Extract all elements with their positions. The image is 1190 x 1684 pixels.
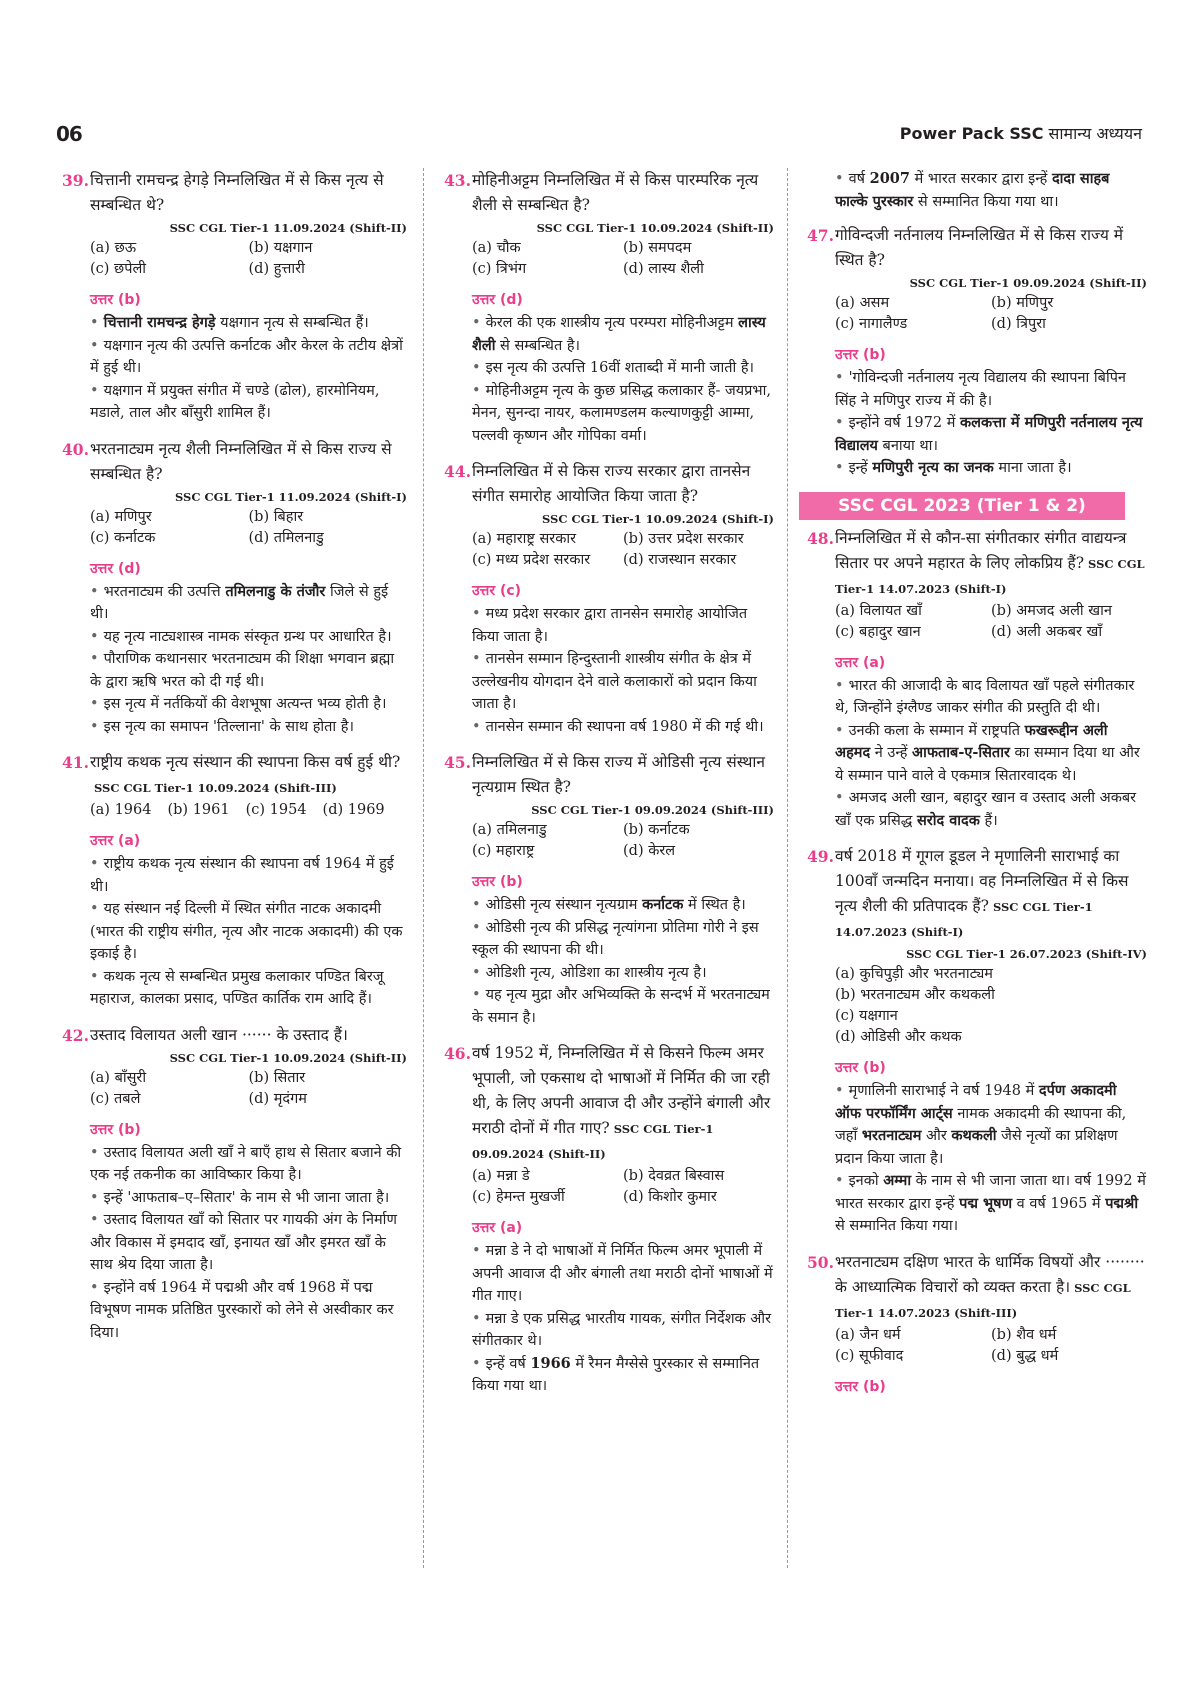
exam-source: SSC CGL Tier-1 11.09.2024 (Shift-I) bbox=[174, 489, 407, 504]
question-text: राष्ट्रीय कथक नृत्य संस्थान की स्थापना किस वर्ष हुई थी? bbox=[90, 753, 401, 771]
option-b: (b) देवव्रत बिस्वास bbox=[623, 1168, 725, 1184]
explanation-point: • ओडिसी नृत्य की प्रसिद्ध नृत्यांगना प्रोतिमा गोरी ने इस स्कूल की स्थापना की थी। bbox=[444, 917, 774, 962]
column-3 bbox=[807, 168, 1147, 1411]
question-text: भरतनाट्यम दक्षिण भारत के धार्मिक विषयों और ········ के आध्यात्मिक विचारों को व्यक्त करता है। bbox=[835, 1252, 1145, 1296]
answer-label: उत्तर (b) bbox=[835, 1378, 886, 1395]
option-a: (a) बाँसुरी bbox=[90, 1069, 147, 1086]
option-a: (a) 1964 bbox=[90, 802, 152, 818]
option-d: (d) तमिलनाडु bbox=[248, 529, 324, 546]
question-text: वर्ष 2018 में गूगल डूडल ने मृणालिनी साराभाई का 100वाँ जन्मदिन मनाया। वह निम्नलिखित में से किस नृत्य शैली की प्रतिपादक हैं? bbox=[835, 847, 1129, 915]
explanation-point: • मध्य प्रदेश सरकार द्वारा तानसेन समारोह आयोजित किया जाता है। bbox=[444, 603, 774, 648]
option-a: (a) मन्ना डे bbox=[472, 1168, 530, 1184]
option-d: (d) बुद्ध धर्म bbox=[991, 1347, 1059, 1364]
book-title bbox=[900, 122, 1142, 144]
explanation-point: • इन्होंने वर्ष 1964 में पद्मश्री और वर्ष 1968 में पद्म विभूषण नामक प्रतिष्ठित पुरस्कारों को लेने से अस्वीकार कर दिया। bbox=[62, 1277, 407, 1345]
question-40 bbox=[62, 437, 407, 739]
option-a: (a) तमिलनाडु bbox=[472, 822, 547, 838]
question-text: भरतनाट्यम नृत्य शैली निम्नलिखित में से किस राज्य से सम्बन्धित है? bbox=[90, 439, 392, 483]
options bbox=[62, 1068, 407, 1110]
explanation-point: • उस्ताद विलायत अली खाँ ने बाएँ हाथ से सितार बजाने की एक नई तकनीक का आविष्कार किया है। bbox=[62, 1142, 407, 1187]
question-text: निम्नलिखित में से किस राज्य सरकार द्वारा तानसेन संगीत समारोह आयोजित किया जाता है? bbox=[472, 462, 751, 505]
exam-source-2: SSC CGL Tier-1 26.07.2023 (Shift-IV) bbox=[906, 947, 1147, 961]
explanation-point: • यह नृत्य नाट्यशास्त्र नामक संस्कृत ग्रन्थ पर आधारित है। bbox=[62, 626, 407, 649]
explanation-point: • कथक नृत्य से सम्बन्धित प्रमुख कलाकार पण्डित बिरजू महाराज, कालका प्रसाद, पण्डित कार्तिक राम आदि हैं। bbox=[62, 966, 407, 1011]
option-a: (a) विलायत खाँ bbox=[835, 602, 922, 619]
question-45 bbox=[444, 750, 774, 1029]
column-divider bbox=[423, 168, 424, 1568]
exam-source: SSC CGL Tier-1 09.09.2024 (Shift-II) bbox=[472, 1122, 714, 1161]
answer-label: उत्तर (a) bbox=[835, 654, 886, 671]
explanation-point: • यह संस्थान नई दिल्ली में स्थित संगीत नाटक अकादमी (भारत की राष्ट्रीय संगीत, नृत्य और नाटक अकादमी) की एक इकाई है। bbox=[62, 898, 407, 966]
option-b: (b) 1961 bbox=[167, 802, 230, 818]
answer-label: उत्तर (c) bbox=[472, 583, 522, 599]
exam-source: SSC CGL Tier-1 09.09.2024 (Shift-III) bbox=[531, 803, 774, 817]
option-d: (d) किशोर कुमार bbox=[623, 1189, 717, 1205]
explanation-point: • इनको अम्मा के नाम से भी जाना जाता था। वर्ष 1992 में भारत सरकार द्वारा इन्हें पद्म भूषण व वर्ष 1965 में पद्मश्री से सम्मानित किया गया। bbox=[807, 1170, 1147, 1238]
explanation-point: • 'गोविन्दजी नर्तनालय नृत्य विद्यालय की स्थापना बिपिन सिंह ने मणिपुर राज्य में की है। bbox=[807, 367, 1147, 412]
exam-source: SSC CGL Tier-1 10.09.2024 (Shift-I) bbox=[541, 512, 774, 526]
options bbox=[807, 1325, 1147, 1367]
question-48 bbox=[807, 526, 1147, 833]
options bbox=[62, 507, 407, 549]
option-d: (d) हुत्तारी bbox=[248, 261, 305, 277]
answer-label: उत्तर (a) bbox=[90, 833, 141, 849]
option-d: (d) ओडिसी और कथक bbox=[835, 1029, 962, 1045]
page-number: 06 bbox=[56, 122, 82, 146]
answer-label: उत्तर (b) bbox=[472, 874, 523, 890]
answer-label: उत्तर (b) bbox=[835, 1060, 886, 1076]
explanation-point: • राष्ट्रीय कथक नृत्य संस्थान की स्थापना वर्ष 1964 में हुई थी। bbox=[62, 853, 407, 898]
option-b: (b) बिहार bbox=[248, 508, 304, 525]
options bbox=[444, 238, 774, 280]
exam-source: SSC CGL Tier-1 10.09.2024 (Shift-III) bbox=[94, 781, 337, 795]
exam-source: SSC CGL Tier-1 10.09.2024 (Shift-II) bbox=[536, 221, 774, 235]
book-title-bold: Power Pack SSC bbox=[899, 124, 1044, 143]
option-b: (b) शैव धर्म bbox=[991, 1326, 1057, 1343]
question-47 bbox=[807, 223, 1147, 480]
question-text: वर्ष 1952 में, निम्नलिखित में से किसने फिल्म अमर भूपाली, जो एकसाथ दो भाषाओं में निर्मित की जा रही थी, के लिए अपनी आवाज दी और उन्होंने बंगाली और मराठी दोनों में गीत गाए? bbox=[472, 1044, 771, 1137]
question-text: निम्नलिखित में से कौन-सा संगीतकार संगीत वाद्ययन्त्र सितार पर अपने महारत के लिए लोकप्रिय हैं? bbox=[835, 528, 1127, 572]
answer-label: उत्तर (d) bbox=[90, 560, 141, 577]
question-43 bbox=[444, 168, 774, 447]
explanation-point: • चित्तानी रामचन्द्र हेगड़े यक्षगान नृत्य से सम्बन्धित हैं। bbox=[62, 312, 407, 335]
explanation-point: • यक्षगान में प्रयुक्त संगीत में चण्डे (ढोल), हारमोनियम, मडाले, ताल और बाँसुरी शामिल हैं। bbox=[62, 380, 407, 425]
option-c: (c) बहादुर खान bbox=[835, 623, 921, 640]
exam-source: SSC CGL Tier-1 14.07.2023 (Shift-III) bbox=[835, 1280, 1131, 1320]
option-b: (b) मणिपुर bbox=[991, 295, 1054, 311]
question-number: 39. bbox=[62, 171, 89, 190]
option-c: (c) सूफीवाद bbox=[835, 1347, 904, 1364]
question-number: 47. bbox=[807, 226, 834, 245]
option-b: (b) यक्षगान bbox=[248, 240, 313, 256]
question-number: 40. bbox=[62, 439, 89, 459]
explanation-point: • केरल की एक शास्त्रीय नृत्य परम्परा मोहिनीअट्टम लास्य शैली से सम्बन्धित है। bbox=[444, 312, 774, 357]
option-b: (b) भरतनाट्यम और कथकली bbox=[835, 987, 995, 1003]
explanation-point: • इन्हें वर्ष 1966 में रैमन मैग्सेसे पुरस्कार से सम्मानित किया गया था। bbox=[444, 1353, 774, 1398]
option-c: (c) त्रिभंग bbox=[472, 261, 527, 277]
option-b: (b) समपदम bbox=[623, 240, 692, 256]
options bbox=[62, 800, 407, 821]
question-number: 44. bbox=[444, 462, 471, 481]
question-text: गोविन्दजी नर्तनालय निम्नलिखित में से किस राज्य में स्थित है? bbox=[835, 226, 1124, 269]
option-a: (a) मणिपुर bbox=[90, 508, 152, 525]
explanation-point: • ओडिसी नृत्य संस्थान नृत्यग्राम कर्नाटक में स्थित है। bbox=[444, 894, 774, 917]
explanation-point: • भरतनाट्यम की उत्पत्ति तमिलनाडु के तंजौर जिले से हुई थी। bbox=[62, 581, 407, 626]
options bbox=[444, 820, 774, 862]
explanation-point: • पौराणिक कथानसार भरतनाट्यम की शिक्षा भगवान ब्रह्मा के द्वारा ऋषि भरत को दी गई थी। bbox=[62, 648, 407, 693]
option-d: (d) त्रिपुरा bbox=[991, 316, 1046, 332]
explanation-point: • यह नृत्य मुद्रा और अभिव्यक्ति के सन्दर्भ में भरतनाट्यम के समान है। bbox=[444, 984, 774, 1029]
column-divider bbox=[787, 168, 788, 1568]
question-39 bbox=[62, 168, 407, 425]
option-a: (a) चौक bbox=[472, 240, 521, 256]
explanation-point: • इन्हें मणिपुरी नृत्य का जनक माना जाता है। bbox=[807, 457, 1147, 480]
question-50 bbox=[807, 1250, 1147, 1399]
option-a: (a) जैन धर्म bbox=[835, 1326, 901, 1343]
option-a: (a) असम bbox=[835, 295, 890, 311]
question-text: उस्ताद विलायत अली खान ······ के उस्ताद हैं। bbox=[90, 1025, 348, 1044]
exam-source: SSC CGL Tier-1 14.07.2023 (Shift-I) bbox=[835, 900, 1093, 939]
question-text: मोहिनीअट्टम निम्नलिखित में से किस पारम्परिक नृत्य शैली से सम्बन्धित है? bbox=[472, 171, 759, 214]
explanation-point: • मन्ना डे एक प्रसिद्ध भारतीय गायक, संगीत निर्देशक और संगीतकार थे। bbox=[444, 1308, 774, 1353]
option-b: (b) उत्तर प्रदेश सरकार bbox=[623, 531, 744, 547]
option-d: (d) लास्य शैली bbox=[623, 261, 704, 277]
options bbox=[444, 529, 774, 571]
option-b: (b) सितार bbox=[248, 1069, 306, 1086]
explanation-point: • तानसेन सम्मान हिन्दुस्तानी शास्त्रीय संगीत के क्षेत्र में उल्लेखनीय योगदान देने वाले कलाकारों को प्रदान किया जाता है। bbox=[444, 648, 774, 716]
question-49 bbox=[807, 844, 1147, 1238]
option-c: (c) 1954 bbox=[245, 802, 307, 818]
answer-label: उत्तर (d) bbox=[472, 292, 523, 308]
explanation-point: • इस नृत्य की उत्पत्ति 16वीं शताब्दी में मानी जाती है। bbox=[444, 357, 774, 380]
option-d: (d) राजस्थान सरकार bbox=[623, 552, 737, 568]
answer-label: उत्तर (b) bbox=[835, 347, 886, 363]
explanation-point: • मृणालिनी साराभाई ने वर्ष 1948 में दर्पण अकादमी ऑफ परफॉर्मिंग आर्ट्स नामक अकादमी की स्थापना की, जहाँ भरतनाट्यम और कथकली जैसे नृत्यों का प्रशिक्षण प्रदान किया जाता है। bbox=[807, 1080, 1147, 1170]
explanation-point: • इस नृत्य में नर्तकियों की वेशभूषा अत्यन्त भव्य होती है। bbox=[62, 693, 407, 716]
explanation-point: • उनकी कला के सम्मान में राष्ट्रपति फखरूद्दीन अली अहमद ने उन्हें आफताब-ए-सितार का सम्मान दिया था और ये सम्मान पाने वाले वे एकमात्र सितारवादक थे। bbox=[807, 720, 1147, 788]
question-text: चित्तानी रामचन्द्र हेगड़े निम्नलिखित में से किस नृत्य से सम्बन्धित थे? bbox=[90, 171, 384, 214]
options bbox=[807, 293, 1147, 335]
options bbox=[807, 964, 1147, 1048]
exam-source: SSC CGL Tier-1 09.09.2024 (Shift-II) bbox=[909, 276, 1147, 290]
option-b: (b) अमजद अली खान bbox=[991, 602, 1112, 619]
option-c: (c) छपेली bbox=[90, 261, 147, 277]
question-44 bbox=[444, 459, 774, 738]
answer-label: उत्तर (b) bbox=[90, 292, 141, 308]
explanation-point: • ओडिशी नृत्य, ओडिशा का शास्त्रीय नृत्य है। bbox=[444, 962, 774, 985]
option-c: (c) तबले bbox=[90, 1090, 141, 1107]
option-d: (d) अली अकबर खाँ bbox=[991, 623, 1103, 640]
explanation-point: • अमजद अली खान, बहादुर खान व उस्ताद अली अकबर खाँ एक प्रसिद्ध सरोद वादक हैं। bbox=[807, 787, 1147, 832]
question-46 bbox=[444, 1041, 774, 1398]
question-42 bbox=[62, 1023, 407, 1345]
question-text: निम्नलिखित में से किस राज्य में ओडिसी नृत्य संस्थान नृत्यग्राम स्थित है? bbox=[472, 753, 765, 796]
exam-source: SSC CGL Tier-1 11.09.2024 (Shift-II) bbox=[169, 221, 407, 235]
option-a: (a) कुचिपुड़ी और भरतनाट्यम bbox=[835, 966, 993, 982]
option-c: (c) हेमन्त मुखर्जी bbox=[472, 1189, 565, 1205]
explanation-point: • इस नृत्य का समापन 'तिल्लाना' के साथ होता है। bbox=[62, 716, 407, 739]
exam-source: SSC CGL Tier-1 14.07.2023 (Shift-I) bbox=[835, 556, 1145, 596]
content-columns bbox=[62, 168, 1147, 1588]
exam-source: SSC CGL Tier-1 10.09.2024 (Shift-II) bbox=[169, 1050, 407, 1065]
page-header bbox=[52, 122, 1142, 152]
explanation-point: • इन्हें 'आफताब–ए–सितार' के नाम से भी जाना जाता है। bbox=[62, 1187, 407, 1210]
explanation-point-continued: • वर्ष 2007 में भारत सरकार द्वारा इन्हें दादा साहब फाल्के पुरस्कार से सम्मानित किया गया था। bbox=[807, 168, 1147, 213]
option-d: (d) 1969 bbox=[322, 802, 385, 818]
option-c: (c) महाराष्ट्र bbox=[472, 843, 535, 859]
options bbox=[807, 601, 1147, 643]
explanation-point: • भारत की आजादी के बाद विलायत खाँ पहले संगीतकार थे, जिन्होंने इंग्लैण्ड जाकर संगीत की प्रस्तुति दी थी। bbox=[807, 675, 1147, 720]
answer-label: उत्तर (b) bbox=[90, 1121, 141, 1138]
question-number: 50. bbox=[807, 1252, 834, 1272]
option-c: (c) नागालैण्ड bbox=[835, 316, 908, 332]
explanation-point: • यक्षगान नृत्य की उत्पत्ति कर्नाटक और केरल के तटीय क्षेत्रों में हुई थी। bbox=[62, 335, 407, 380]
option-c: (c) कर्नाटक bbox=[90, 529, 156, 546]
question-number: 48. bbox=[807, 528, 834, 548]
explanation-point: • इन्होंने वर्ष 1972 में कलकत्ता में मणिपुरी नर्तनालय नृत्य विद्यालय बनाया था। bbox=[807, 412, 1147, 457]
question-number: 42. bbox=[62, 1025, 89, 1045]
explanation-point: • उस्ताद विलायत खाँ को सितार पर गायकी अंग के निर्माण और विकास में इमदाद खाँ, इनायत खाँ और इमरत खाँ के साथ श्रेय दिया जाता है। bbox=[62, 1209, 407, 1277]
explanation-point: • तानसेन सम्मान की स्थापना वर्ष 1980 में की गई थी। bbox=[444, 716, 774, 739]
question-number: 43. bbox=[444, 171, 471, 190]
question-number: 45. bbox=[444, 753, 471, 772]
question-number: 41. bbox=[62, 753, 89, 772]
options bbox=[62, 238, 407, 280]
section-banner: SSC CGL 2023 (Tier 1 & 2) bbox=[799, 492, 1125, 520]
column-1 bbox=[62, 168, 407, 1356]
column-2 bbox=[444, 168, 774, 1410]
option-a: (a) छऊ bbox=[90, 240, 137, 256]
option-d: (d) मृदंगम bbox=[248, 1090, 307, 1107]
option-a: (a) महाराष्ट्र सरकार bbox=[472, 531, 577, 547]
option-b: (b) कर्नाटक bbox=[623, 822, 690, 838]
options bbox=[444, 1166, 774, 1208]
question-number: 46. bbox=[444, 1044, 471, 1063]
answer-label: उत्तर (a) bbox=[472, 1220, 523, 1236]
option-c: (c) मध्य प्रदेश सरकार bbox=[472, 552, 591, 568]
explanation-point: • मोहिनीअट्टम नृत्य के कुछ प्रसिद्ध कलाकार हैं- जयप्रभा, मेनन, सुनन्दा नायर, कलामण्डलम कल्याणकुट्टी आम्मा, पल्लवी कृष्णन और गोपिका वर्मा। bbox=[444, 380, 774, 448]
question-41 bbox=[62, 750, 407, 1011]
question-number: 49. bbox=[807, 847, 834, 866]
option-c: (c) यक्षगान bbox=[835, 1008, 898, 1024]
explanation-point: • मन्ना डे ने दो भाषाओं में निर्मित फिल्म अमर भूपाली में अपनी आवाज दी और बंगाली तथा मराठी दोनों भाषाओं में गीत गाए। bbox=[444, 1240, 774, 1308]
option-d: (d) केरल bbox=[623, 843, 676, 859]
book-title-rest: सामान्य अध्ययन bbox=[1043, 124, 1142, 143]
